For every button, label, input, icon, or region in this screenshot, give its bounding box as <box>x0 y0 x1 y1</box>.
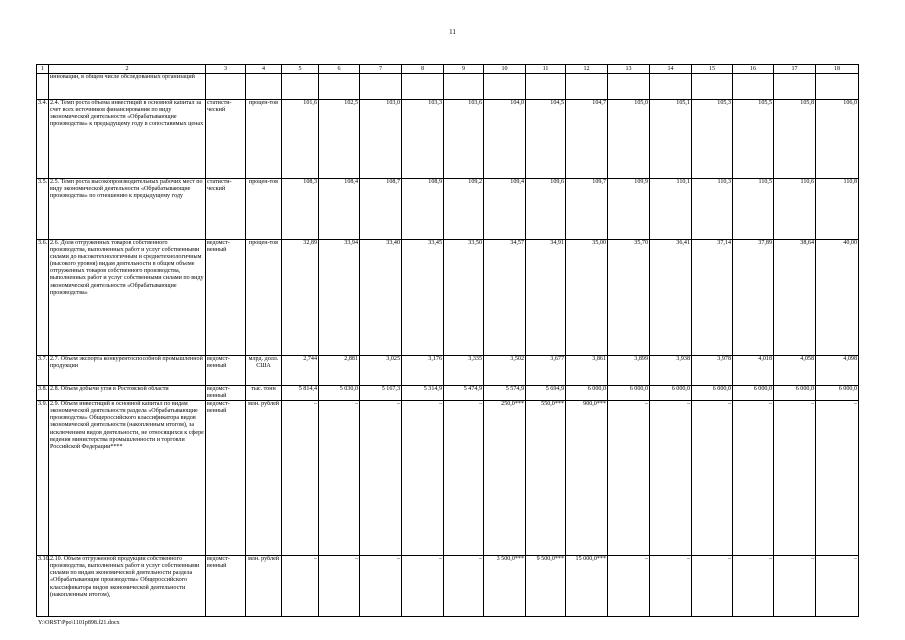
value-cell: – <box>733 401 774 556</box>
value-cell: 5 474,9 <box>444 386 484 401</box>
indicator-name: 2.8. Объем добычи угля в Ростовской области <box>49 386 206 401</box>
value-cell <box>608 74 650 100</box>
value-cell <box>650 74 692 100</box>
value-cell: 110,8 <box>816 179 859 240</box>
value-cell: 37,14 <box>692 240 733 356</box>
header-cell: 8 <box>402 65 444 74</box>
table-row <box>37 179 859 240</box>
value-cell <box>774 74 816 100</box>
unit-of-measure: процен-тов <box>246 179 282 240</box>
value-cell: – <box>774 401 816 556</box>
value-cell: 2,744 <box>282 356 319 386</box>
value-cell <box>319 74 360 100</box>
value-cell: 5 694,9 <box>526 386 566 401</box>
data-source <box>206 74 246 100</box>
unit-of-measure: тыс. тонн <box>246 386 282 401</box>
value-cell: 33,40 <box>360 240 402 356</box>
value-cell: 5 314,9 <box>402 386 444 401</box>
value-cell: 4,058 <box>774 356 816 386</box>
unit-of-measure: процен-тов <box>246 100 282 179</box>
indicators-table <box>36 64 859 617</box>
value-cell: 5 814,4 <box>282 386 319 401</box>
value-cell: 4,018 <box>733 356 774 386</box>
value-cell: 108,4 <box>319 179 360 240</box>
indicator-name: 2.4. Темп роста объема инвестиций в основной капитал за счет всех источников финансирования по виду экономической деятельности «Обрабатывающие производства» к предыдущему году в сопоставимых ценах <box>49 100 206 179</box>
header-cell: 6 <box>319 65 360 74</box>
value-cell: 35,00 <box>566 240 608 356</box>
value-cell: 105,5 <box>733 100 774 179</box>
row-number: 3.6. <box>37 240 49 356</box>
row-number: 3.7. <box>37 356 49 386</box>
value-cell: 109,4 <box>484 179 526 240</box>
value-cell: – <box>650 401 692 556</box>
indicator-name: 2.10. Объем отгруженной продукции собственного производства, выполненных работ и услуг собственными силами по видам экономической деятельности раздела «Обрабатывающие производства» Общероссийского классификатора видов экономической деятельности (накопленным итогом), <box>49 556 206 617</box>
value-cell <box>566 74 608 100</box>
value-cell: 33,50 <box>444 240 484 356</box>
value-cell: 40,00 <box>816 240 859 356</box>
value-cell: 103,3 <box>402 100 444 179</box>
value-cell: 109,2 <box>444 179 484 240</box>
value-cell: 32,89 <box>282 240 319 356</box>
value-cell: 103,0 <box>360 100 402 179</box>
data-source: статисти-ческий <box>206 179 246 240</box>
value-cell: – <box>816 556 859 617</box>
value-cell <box>402 74 444 100</box>
value-cell: – <box>608 401 650 556</box>
value-cell: 35,70 <box>608 240 650 356</box>
value-cell: 105,3 <box>692 100 733 179</box>
row-number: 3.5. <box>37 179 49 240</box>
value-cell: 105,8 <box>774 100 816 179</box>
value-cell: 108,9 <box>402 179 444 240</box>
value-cell: 6 000,0 <box>733 386 774 401</box>
data-source: ведомст-венный <box>206 356 246 386</box>
value-cell: 5 167,3 <box>360 386 402 401</box>
value-cell: 3,502 <box>484 356 526 386</box>
value-cell: 3,861 <box>566 356 608 386</box>
value-cell: 108,7 <box>360 179 402 240</box>
value-cell: – <box>282 401 319 556</box>
value-cell: – <box>402 401 444 556</box>
row-number: 3.8. <box>37 386 49 401</box>
header-cell: 3 <box>206 65 246 74</box>
value-cell: 106,0 <box>816 100 859 179</box>
value-cell: 3,176 <box>402 356 444 386</box>
row-number: 3.10. <box>37 556 49 617</box>
indicator-name: инновации, в общем числе обследованных организаций <box>49 74 206 100</box>
value-cell <box>526 74 566 100</box>
value-cell <box>692 74 733 100</box>
value-cell <box>816 74 859 100</box>
value-cell: 3,938 <box>650 356 692 386</box>
header-cell: 9 <box>444 65 484 74</box>
header-cell: 17 <box>774 65 816 74</box>
unit-of-measure: млн. рублей <box>246 401 282 556</box>
value-cell: 15 000,0*** <box>566 556 608 617</box>
value-cell: 3,025 <box>360 356 402 386</box>
value-cell: – <box>444 556 484 617</box>
indicator-name: 2.6. Доля отгруженных товаров собственного производства, выполненных работ и услуг собственными силами до высокотехнологичным и среднетехнологичным (высокого уровня) видам деятельности в общем объеме отгруженных товаров собственного производства, выполненных работ и услуг собственными силами по виду экономической деятельности «Обрабатывающие производства» <box>49 240 206 356</box>
value-cell: 103,6 <box>444 100 484 179</box>
value-cell: – <box>360 556 402 617</box>
table-row <box>37 401 859 556</box>
value-cell: 6 000,0 <box>566 386 608 401</box>
value-cell: 3,677 <box>526 356 566 386</box>
header-cell: 7 <box>360 65 402 74</box>
unit-of-measure: млн. рублей <box>246 556 282 617</box>
value-cell: 36,41 <box>650 240 692 356</box>
value-cell: 110,3 <box>692 179 733 240</box>
indicator-name: 2.5. Темп роста высокопроизводительных рабочих мест по виду экономической деятельности «Обрабатывающие производства» по отношению к предыдущему году <box>49 179 206 240</box>
data-source: ведомст-венный <box>206 556 246 617</box>
header-cell: 5 <box>282 65 319 74</box>
value-cell: 5 574,9 <box>484 386 526 401</box>
data-source: ведомст-венный <box>206 401 246 556</box>
value-cell: 550,0*** <box>526 401 566 556</box>
value-cell: 110,1 <box>650 179 692 240</box>
value-cell: 3,899 <box>608 356 650 386</box>
unit-of-measure: процен-тов <box>246 240 282 356</box>
value-cell: 109,9 <box>608 179 650 240</box>
value-cell: – <box>282 556 319 617</box>
data-source: ведомст-венный <box>206 386 246 401</box>
value-cell: 5 030,0 <box>319 386 360 401</box>
value-cell: – <box>692 401 733 556</box>
table-row <box>37 240 859 356</box>
value-cell: – <box>444 401 484 556</box>
value-cell: 105,1 <box>650 100 692 179</box>
value-cell: – <box>692 556 733 617</box>
header-cell: 4 <box>246 65 282 74</box>
value-cell: 4,098 <box>816 356 859 386</box>
value-cell: – <box>608 556 650 617</box>
value-cell: 9 500,0*** <box>526 556 566 617</box>
value-cell: 33,94 <box>319 240 360 356</box>
header-cell: 1 <box>37 65 49 74</box>
header-cell: 12 <box>566 65 608 74</box>
value-cell: 3 500,0*** <box>484 556 526 617</box>
value-cell: 900,0*** <box>566 401 608 556</box>
value-cell: – <box>360 401 402 556</box>
value-cell: 6 000,0 <box>692 386 733 401</box>
value-cell: 109,7 <box>566 179 608 240</box>
header-cell: 13 <box>608 65 650 74</box>
header-row <box>37 65 859 74</box>
unit-of-measure <box>246 74 282 100</box>
table-row <box>37 386 859 401</box>
row-number <box>37 74 49 100</box>
header-cell: 18 <box>816 65 859 74</box>
value-cell: 37,89 <box>733 240 774 356</box>
value-cell: 3,335 <box>444 356 484 386</box>
value-cell: 104,0 <box>484 100 526 179</box>
indicator-name: 2.9. Объем инвестиций в основной капитал по видам экономической деятельности раздела «Обрабатывающие производства» Общероссийского классификатора видов экономической деятельности (накопленным итогом), за исключением видов деятельности, не относящихся к сфере ведения министерства промышленности и торговли Российской Федерации**** <box>49 401 206 556</box>
value-cell: 3,978 <box>692 356 733 386</box>
value-cell: – <box>650 556 692 617</box>
value-cell: 6 000,0 <box>774 386 816 401</box>
header-cell: 15 <box>692 65 733 74</box>
header-cell: 16 <box>733 65 774 74</box>
indicator-name: 2.7. Объем экспорта конкурентоспособной промышленной продукции <box>49 356 206 386</box>
value-cell: – <box>402 556 444 617</box>
value-cell: 108,3 <box>282 179 319 240</box>
value-cell: 105,0 <box>608 100 650 179</box>
header-cell: 10 <box>484 65 526 74</box>
value-cell: 110,6 <box>774 179 816 240</box>
table-row <box>37 100 859 179</box>
value-cell: 109,6 <box>526 179 566 240</box>
data-source: ведомст-венный <box>206 240 246 356</box>
value-cell <box>733 74 774 100</box>
value-cell: 38,64 <box>774 240 816 356</box>
value-cell: – <box>774 556 816 617</box>
value-cell: – <box>319 556 360 617</box>
unit-of-measure: млрд. долл. США <box>246 356 282 386</box>
value-cell <box>360 74 402 100</box>
value-cell <box>484 74 526 100</box>
value-cell: 2,881 <box>319 356 360 386</box>
header-cell: 11 <box>526 65 566 74</box>
value-cell: 250,0*** <box>484 401 526 556</box>
value-cell <box>444 74 484 100</box>
row-number: 3.4. <box>37 100 49 179</box>
value-cell: – <box>816 401 859 556</box>
footer-file-path: Y:\ORST\Ppo\1101p898.f21.docx <box>38 620 120 626</box>
value-cell: 110,5 <box>733 179 774 240</box>
value-cell: 33,45 <box>402 240 444 356</box>
row-number: 3.9. <box>37 401 49 556</box>
table-row <box>37 556 859 617</box>
header-cell: 14 <box>650 65 692 74</box>
value-cell: – <box>319 401 360 556</box>
value-cell: 6 000,0 <box>816 386 859 401</box>
value-cell: 6 000,0 <box>650 386 692 401</box>
page-number: 11 <box>449 28 456 36</box>
value-cell: 104,5 <box>526 100 566 179</box>
value-cell <box>282 74 319 100</box>
header-cell: 2 <box>49 65 206 74</box>
data-source: статисти-ческий <box>206 100 246 179</box>
value-cell: – <box>733 556 774 617</box>
table-row <box>37 356 859 386</box>
table-row <box>37 74 859 100</box>
value-cell: 6 000,0 <box>608 386 650 401</box>
value-cell: 34,57 <box>484 240 526 356</box>
value-cell: 104,7 <box>566 100 608 179</box>
value-cell: 102,5 <box>319 100 360 179</box>
value-cell: 101,6 <box>282 100 319 179</box>
value-cell: 34,91 <box>526 240 566 356</box>
